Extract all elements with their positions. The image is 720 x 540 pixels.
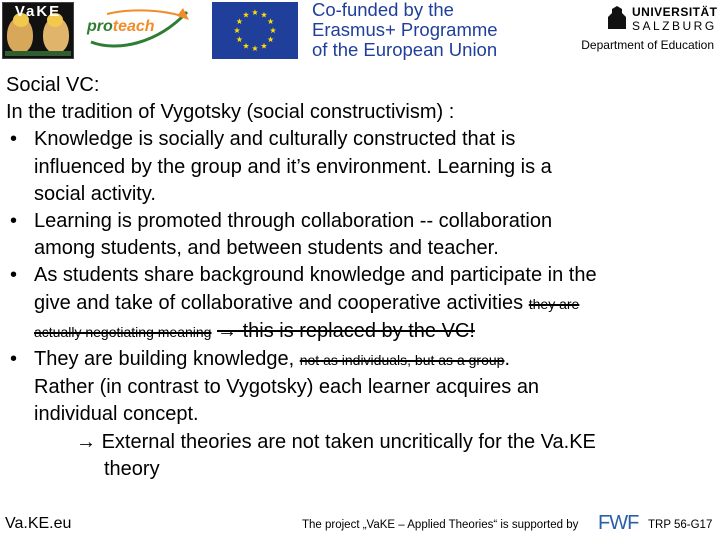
bullet-text: Rather (in contrast to Vygotsky) each learner acquires an — [34, 376, 540, 399]
bullet-text: They are building knowledge, — [34, 348, 300, 371]
eu-flag-icon — [212, 2, 298, 59]
proteach-text-part1: pro — [87, 18, 113, 35]
university-mark-icon — [606, 5, 628, 31]
slide-heading: Social VC: — [6, 74, 100, 96]
eu-star-icon — [261, 12, 267, 18]
bullet-background-knowledge — [6, 262, 714, 346]
eu-star-icon — [252, 9, 258, 15]
vake-logo-text: VaKE — [14, 3, 62, 20]
cofunded-line-1: Co-funded by the — [312, 0, 454, 20]
proteach-text-part2: teach — [112, 18, 155, 35]
proteach-logo — [87, 4, 191, 54]
university-name-line2: SALZBURG — [632, 19, 717, 33]
bullet-icon: • — [10, 210, 18, 233]
conclusion-text: theory — [104, 457, 160, 480]
arrow-right-icon: → — [76, 430, 96, 453]
bullet-text: Knowledge is socially and culturally constructed that is — [34, 128, 516, 151]
intro-text: In the tradition of Vygotsky (social constructivism) : — [6, 101, 455, 124]
bullet-text: . — [504, 348, 510, 371]
struck-text: this is replaced by the VC! — [237, 319, 475, 342]
footer-project-text: The project „VaKE – Applied Theories“ is supported by — [302, 519, 579, 531]
bullet-text: As students share background knowledge and participate in the — [34, 264, 597, 287]
eu-star-icon — [236, 36, 242, 42]
conclusion-text: External theories are not taken uncritically for the Va.KE — [101, 430, 596, 453]
bullet-text: among students, and between students and teacher. — [34, 237, 499, 260]
bullet-icon: • — [10, 264, 18, 287]
cofunded-text — [312, 0, 512, 60]
footer-site-link[interactable]: Va.KE.eu — [5, 515, 72, 532]
cofunded-line-2: Erasmus+ Programme — [312, 19, 498, 40]
eu-star-icon — [268, 18, 274, 24]
fwf-logo — [598, 514, 644, 538]
fwf-logo-text: FWF — [598, 512, 639, 534]
eu-stars-icon — [212, 2, 298, 59]
bullet-building-knowledge — [6, 346, 714, 429]
university-salzburg-logo — [606, 3, 716, 35]
eu-star-icon — [236, 18, 242, 24]
bullet-collaboration — [6, 208, 714, 262]
eu-star-icon — [261, 43, 267, 49]
bullet-text: Learning is promoted through collaboration -- collaboration — [34, 210, 553, 233]
department-label: Department of Education — [581, 38, 714, 52]
eu-star-icon — [252, 45, 258, 51]
eu-star-icon — [234, 27, 240, 33]
bullet-text: influenced by the group and it’s environment. Learning is a — [34, 155, 552, 178]
eu-star-icon — [268, 36, 274, 42]
eu-star-icon — [243, 43, 249, 49]
grant-number: TRP 56-G17 — [648, 519, 713, 531]
arrow-right-icon: → — [217, 319, 238, 342]
struck-text: not as individuals, but as a group — [299, 352, 505, 369]
vake-logo-tagline-bar — [5, 51, 71, 56]
conclusion — [6, 429, 714, 456]
bullet-text: give and take of collaborative and cooperative activities — [34, 291, 529, 314]
bullet-icon: • — [10, 348, 18, 371]
eu-star-icon — [270, 27, 276, 33]
bullet-text: individual concept. — [34, 403, 199, 426]
struck-text: actually negotiating meaning — [34, 323, 212, 340]
university-name-line1: UNIVERSITÄT — [632, 5, 718, 19]
slide-body — [6, 72, 714, 483]
bullet-text: social activity. — [34, 182, 156, 205]
vake-logo — [2, 2, 74, 59]
eu-star-icon — [243, 12, 249, 18]
bullet-icon: • — [10, 128, 18, 151]
struck-text: they are — [528, 295, 580, 312]
cofunded-line-3: of the European Union — [312, 39, 498, 60]
bullet-knowledge — [6, 126, 714, 208]
